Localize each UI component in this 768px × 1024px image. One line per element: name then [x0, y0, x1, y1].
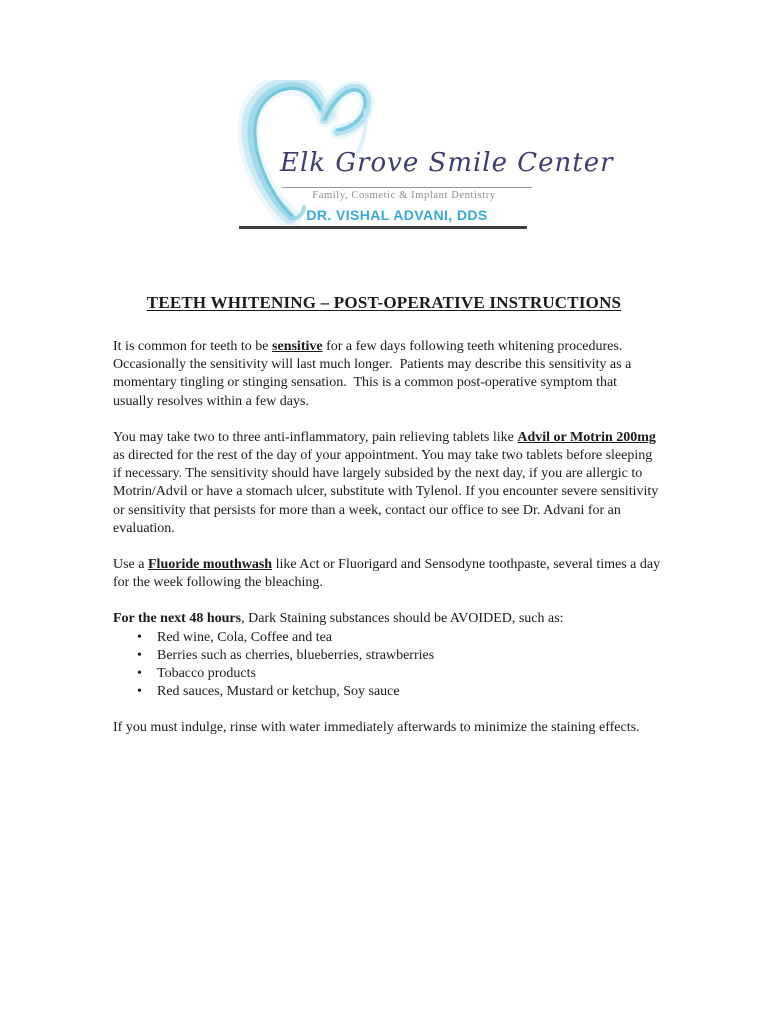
logo-thin-divider: [282, 187, 532, 188]
text-run-emphasis: sensitive: [272, 339, 323, 354]
avoid-list-item: • Red wine, Cola, Coffee and tea: [113, 629, 661, 647]
avoid-list-item: • Red sauces, Mustard or ketchup, Soy sauce: [113, 683, 661, 701]
logo-bottom-divider: [239, 226, 527, 229]
avoid-list: [113, 629, 661, 702]
doctor-name: DR. VISHAL ADVANI, DDS: [306, 207, 488, 223]
practice-tagline: Family, Cosmetic & Implant Dentistry: [312, 190, 496, 201]
text-run: You may take two to three anti-inflammatory, pain relieving tablets like: [113, 429, 518, 445]
paragraph-closing: If you must indulge, rinse with water immediately afterwards to minimize the staining effects.: [113, 720, 640, 736]
paragraph-pain-relief: [113, 429, 661, 538]
paragraph-avoid-heading: [113, 610, 661, 628]
text-run: Use a: [113, 557, 148, 573]
practice-name: Elk Grove Smile Center: [280, 148, 614, 178]
document-body: [113, 338, 664, 756]
text-run-emphasis: Fluoride mouthwash: [148, 557, 273, 573]
paragraph-fluoride: [113, 556, 664, 592]
text-run: like Act or Fluorigard and Sensodyne toothpaste, several times a day for the week following the bleaching.: [113, 557, 664, 591]
text-run: It is common for teeth to be: [113, 339, 273, 354]
avoid-list-item: • Tobacco products: [113, 665, 661, 683]
text-run: for a few days following teeth whitening procedures. Occasionally the sensitivity will last much longer. Patients may describe this sensitivity as a momentary tingling or stinging sensation. This is a common post-operative symptom that usually resolves within a few days.: [113, 339, 635, 409]
practice-logo: [236, 78, 614, 230]
avoid-list-item: • Berries such as cherries, blueberries, strawberries: [113, 647, 661, 665]
text-run-bold: For the next 48 hours: [113, 611, 242, 627]
paragraph-sensitivity: [113, 338, 661, 411]
document-title: TEETH WHITENING – POST-OPERATIVE INSTRUCTIONS: [146, 293, 622, 312]
text-run: , Dark Staining substances should be AVOIDED, such as:: [241, 611, 564, 627]
text-run: as directed for the rest of the day of your appointment. You may take two tablets before sleeping if necessary. The sensitivity should have largely subsided by the next day, if you are allergic to Motrin/Advil or have a stomach ulcer, substitute with Tylenol. If you encounter severe sensitivity or sensitivity that persists for more than a week, contact our office to see Dr. Advani for an evaluation.: [113, 429, 662, 536]
text-run-emphasis: Advil or Motrin 200mg: [517, 429, 656, 445]
